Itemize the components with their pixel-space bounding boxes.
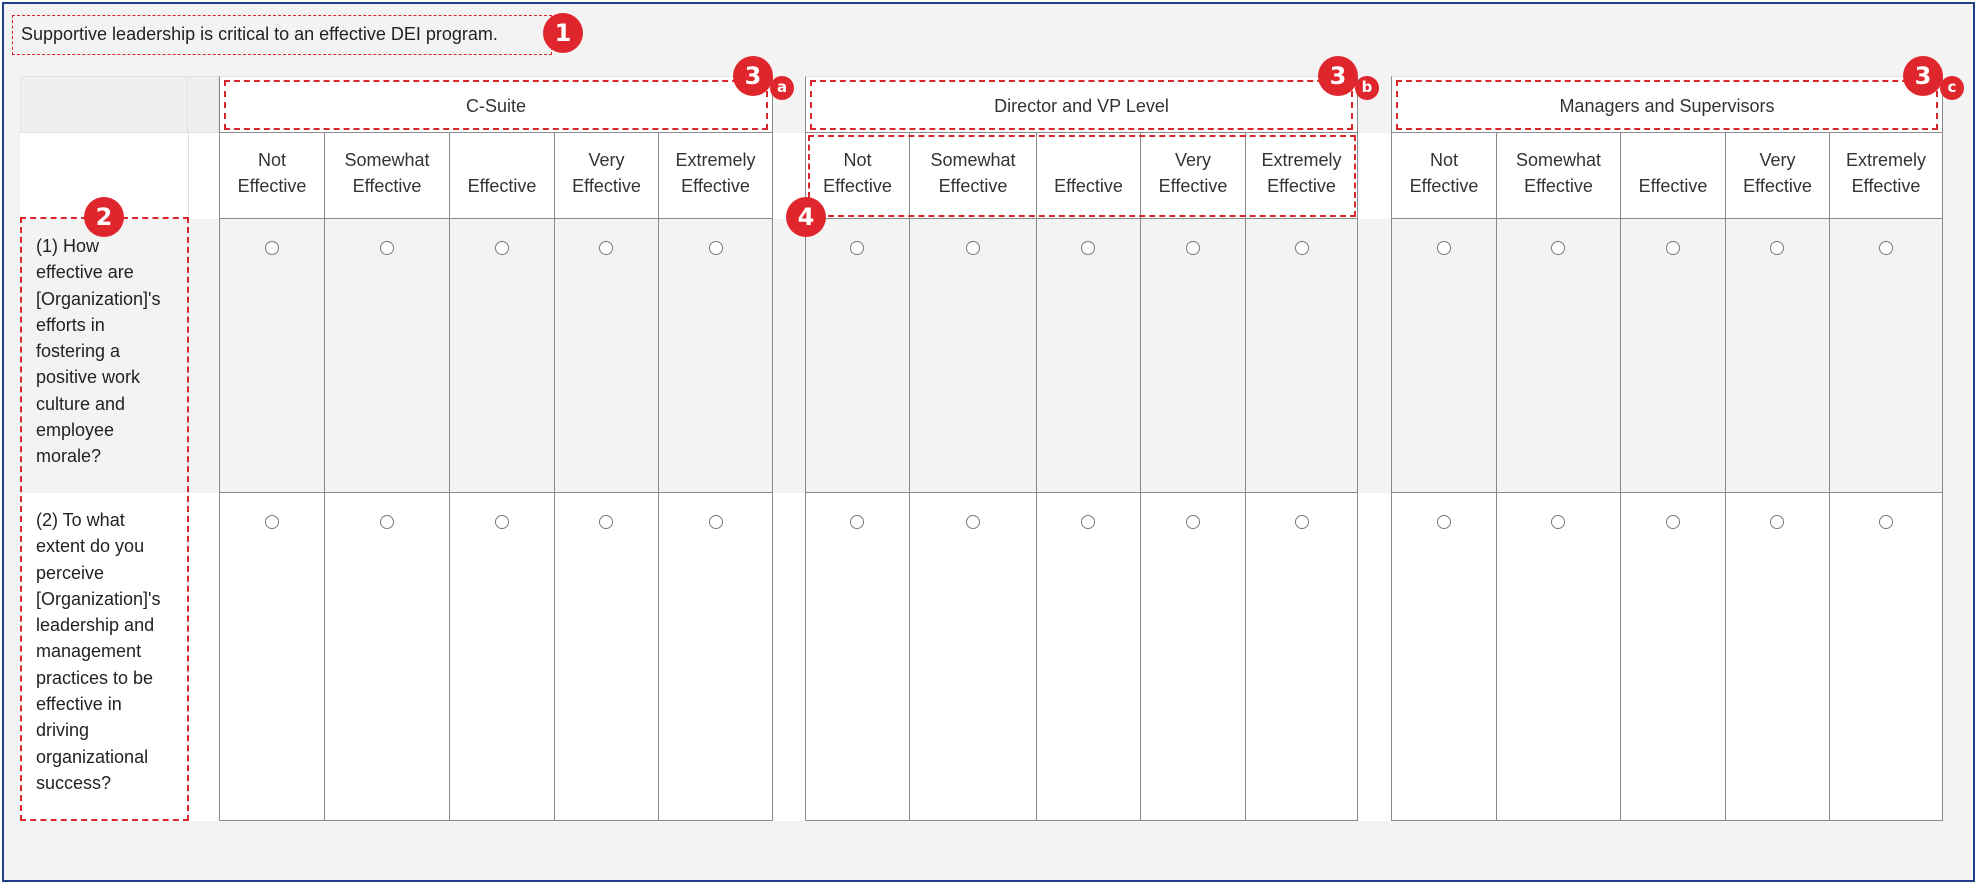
column-header-line-2: Effective <box>572 176 641 196</box>
group-gap-row2 <box>773 493 805 821</box>
column-header <box>1496 133 1621 219</box>
column-header-line-1: Somewhat <box>344 150 430 170</box>
question-line: fostering a <box>36 341 121 362</box>
matrix-cell <box>1140 219 1246 493</box>
radio-option[interactable] <box>1666 515 1680 529</box>
column-header <box>1620 133 1726 219</box>
callout-4-box <box>808 135 1356 217</box>
radio-option[interactable] <box>380 515 394 529</box>
question-line: positive work <box>36 367 141 388</box>
group-label: C-Suite <box>224 80 768 130</box>
radio-option[interactable] <box>495 515 509 529</box>
column-header-line-1: Very <box>588 150 625 170</box>
radio-option[interactable] <box>1879 241 1893 255</box>
question-line: [Organization]'s <box>36 288 161 309</box>
matrix-cell <box>658 219 773 493</box>
matrix-cell <box>658 493 773 821</box>
radio-option[interactable] <box>1770 515 1784 529</box>
column-header-line-1: Not <box>257 150 286 170</box>
radio-option[interactable] <box>1437 241 1451 255</box>
column-header-line-1: Extremely <box>1261 150 1342 170</box>
column-header-line-2: Effective <box>352 176 422 196</box>
column-header-line-2: Effective <box>938 176 1008 196</box>
column-header <box>219 133 325 219</box>
radio-option[interactable] <box>1666 241 1680 255</box>
matrix-cell <box>1036 219 1141 493</box>
radio-option[interactable] <box>1437 515 1451 529</box>
matrix-cell <box>554 219 659 493</box>
radio-option[interactable] <box>850 515 864 529</box>
radio-option[interactable] <box>1186 515 1200 529</box>
matrix-cell <box>1036 493 1141 821</box>
radio-option[interactable] <box>1295 241 1309 255</box>
column-header-line-1: Extremely <box>675 150 756 170</box>
column-header-line-2: Effective <box>1743 176 1812 196</box>
radio-option[interactable] <box>1551 515 1565 529</box>
column-header-line-2: Effective <box>1524 176 1593 196</box>
matrix-cell <box>1620 493 1726 821</box>
column-header-line-1: Extremely <box>1845 150 1926 170</box>
group-header-c-suite <box>219 76 773 133</box>
group-gap-row1 <box>1358 219 1391 493</box>
group-gap-row2 <box>1358 493 1391 821</box>
column-header-line-1: Somewhat <box>930 150 1016 170</box>
column-header-line-1: Not <box>843 150 872 170</box>
radio-option[interactable] <box>966 241 980 255</box>
callout-2-box <box>20 217 189 821</box>
callout-2: 2 <box>84 197 124 237</box>
column-header <box>1391 133 1497 219</box>
corner-strip <box>188 76 219 133</box>
column-header <box>324 133 450 219</box>
radio-option[interactable] <box>380 241 394 255</box>
matrix-cell <box>1391 219 1497 493</box>
column-header-line-2: Effective <box>823 176 892 196</box>
statement-text: Supportive leadership is critical to an effective DEI program. <box>12 15 552 55</box>
column-header <box>554 133 659 219</box>
question-line: success? <box>36 772 112 793</box>
question-line: efforts in <box>36 314 105 335</box>
matrix-cell <box>1245 219 1358 493</box>
group-header-director-vp <box>805 76 1358 133</box>
question-line: (2) To what <box>36 510 125 530</box>
radio-option[interactable] <box>495 241 509 255</box>
callout-3a: 3 <box>733 56 773 96</box>
matrix-cell <box>1829 493 1943 821</box>
radio-option[interactable] <box>265 241 279 255</box>
matrix-cell <box>1829 219 1943 493</box>
radio-option[interactable] <box>599 515 613 529</box>
question-line: employee <box>36 420 115 441</box>
matrix-cell <box>554 493 659 821</box>
matrix-cell <box>449 493 555 821</box>
column-header <box>1829 133 1943 219</box>
column-header-line-2: Effective <box>1851 176 1921 196</box>
column-header-line-2: Effective <box>1409 176 1479 196</box>
matrix-cell <box>324 493 450 821</box>
radio-option[interactable] <box>709 241 723 255</box>
callout-1: 1 <box>543 13 583 53</box>
corner-cell <box>20 76 188 133</box>
matrix-cell <box>1725 493 1830 821</box>
radio-option[interactable] <box>1081 241 1095 255</box>
radio-option[interactable] <box>709 515 723 529</box>
group-gap-row1 <box>773 219 805 493</box>
column-header <box>658 133 773 219</box>
column-header <box>1725 133 1830 219</box>
radio-option[interactable] <box>1081 515 1095 529</box>
question-line: culture and <box>36 393 126 414</box>
matrix-cell <box>909 219 1037 493</box>
group-gap-head <box>1358 133 1391 219</box>
question-line: extent do you <box>36 536 145 557</box>
matrix-cell <box>1725 219 1830 493</box>
matrix-cell <box>1496 219 1621 493</box>
callout-sub-b: b <box>1355 76 1379 100</box>
column-header-line-1: Somewhat <box>1515 150 1602 170</box>
question-line: (1) How <box>36 236 100 256</box>
question-line: morale? <box>36 446 102 467</box>
radio-option[interactable] <box>1186 241 1200 255</box>
group-label: Managers and Supervisors <box>1396 80 1938 130</box>
matrix-cell <box>1496 493 1621 821</box>
matrix-cell <box>805 219 910 493</box>
column-header-line-1 <box>450 147 554 173</box>
matrix-cell <box>324 219 450 493</box>
matrix-cell <box>1620 219 1726 493</box>
matrix-cell <box>805 493 910 821</box>
group-label: Director and VP Level <box>810 80 1353 130</box>
column-header-line-2: Effective <box>1638 176 1708 196</box>
question-line: [Organization]'s <box>36 588 161 609</box>
radio-option[interactable] <box>1295 515 1309 529</box>
column-header-line-1: Not <box>1429 150 1458 170</box>
column-header-line-1: Very <box>1174 150 1212 170</box>
radio-option[interactable] <box>1879 515 1893 529</box>
column-header-line-2: Effective <box>1054 176 1123 196</box>
radio-option[interactable] <box>599 241 613 255</box>
column-header <box>449 133 555 219</box>
matrix-cell <box>449 219 555 493</box>
callout-sub-a: a <box>770 76 794 100</box>
question-line: leadership and <box>36 615 155 636</box>
radio-option[interactable] <box>265 515 279 529</box>
callout-3b: 3 <box>1318 56 1358 96</box>
radio-option[interactable] <box>1770 241 1784 255</box>
question-line: effective are <box>36 262 134 283</box>
radio-option[interactable] <box>1551 241 1565 255</box>
column-header-line-2: Effective <box>1267 176 1336 196</box>
question-line: effective in <box>36 694 122 715</box>
question-line: management <box>36 641 142 662</box>
matrix-cell <box>1245 493 1358 821</box>
matrix-cell <box>909 493 1037 821</box>
column-header-line-1 <box>1621 147 1725 173</box>
callout-4: 4 <box>786 197 826 237</box>
column-header-line-2: Effective <box>681 176 750 196</box>
question-line: driving <box>36 720 90 741</box>
question-line: practices to be <box>36 667 154 688</box>
radio-option[interactable] <box>966 515 980 529</box>
column-header-line-1: Very <box>1759 150 1796 170</box>
matrix-cell <box>219 219 325 493</box>
radio-option[interactable] <box>850 241 864 255</box>
column-header-line-2: Effective <box>467 176 537 196</box>
matrix-cell <box>219 493 325 821</box>
question-line: perceive <box>36 562 105 583</box>
matrix-cell <box>1391 493 1497 821</box>
column-header-line-2: Effective <box>1158 176 1228 196</box>
matrix-cell <box>1140 493 1246 821</box>
question-line: organizational <box>36 746 149 767</box>
callout-sub-c: c <box>1940 76 1964 100</box>
group-header-managers-supervisors <box>1391 76 1943 133</box>
callout-3c: 3 <box>1903 56 1943 96</box>
column-header-line-2: Effective <box>237 176 307 196</box>
